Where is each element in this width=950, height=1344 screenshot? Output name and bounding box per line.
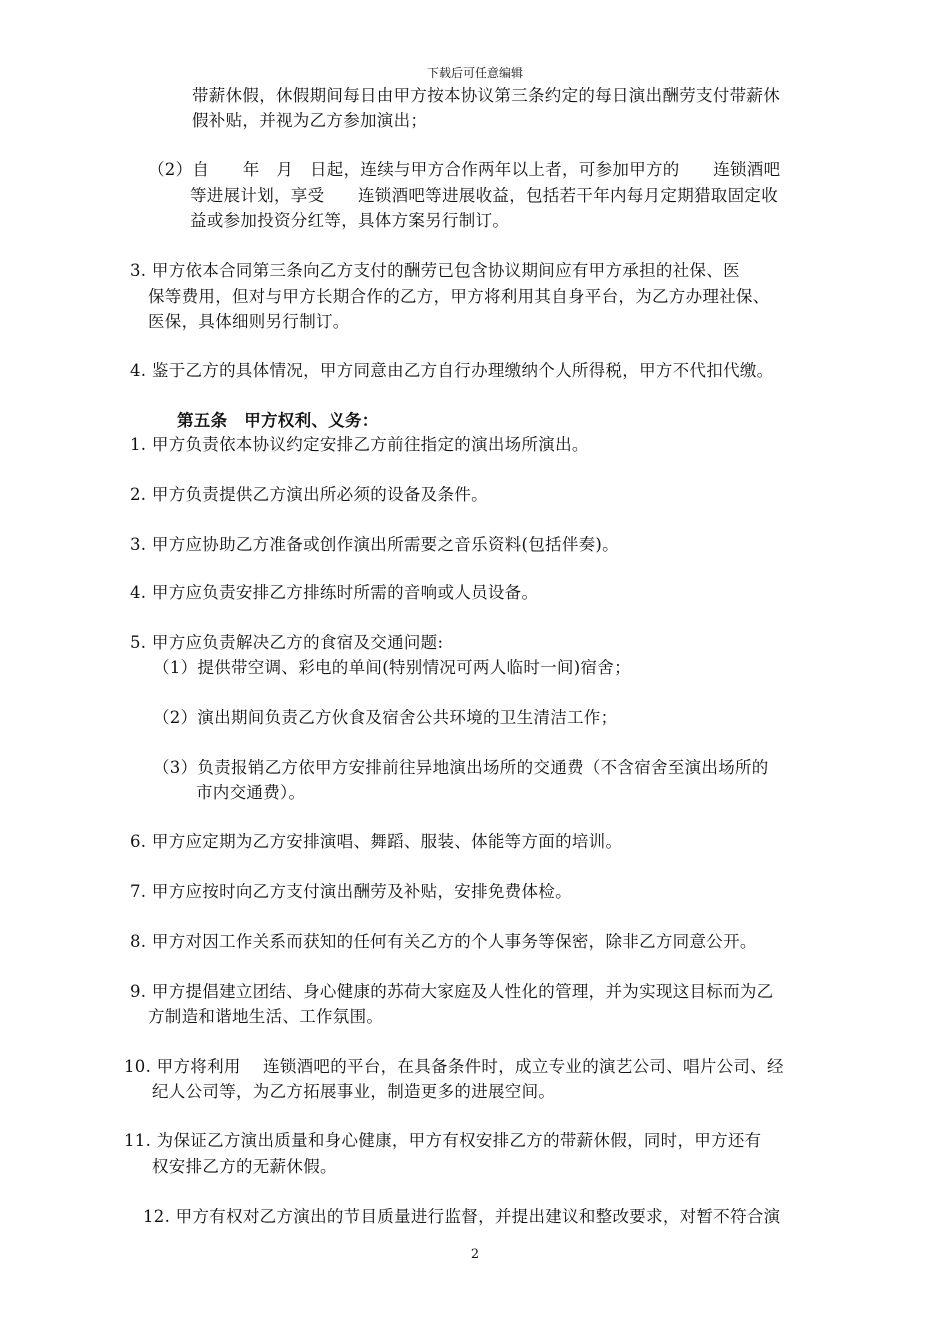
text-line: 带薪休假，休假期间每日由甲方按本协议第三条约定的每日演出酬劳支付带薪休 [192,86,780,105]
text-line: 市内交通费）。 [196,783,306,802]
text-line: 8. 甲方对因工作关系而获知的任何有关乙方的个人事务等保密，除非乙方同意公开。 [130,932,757,951]
text-line: 3. 甲方依本合同第三条向乙方支付的酬劳已包含协议期间应有甲方承担的社保、医 [130,261,740,280]
section-heading: 第五条 甲方权利、义务： [177,411,379,430]
page-number: 2 [470,1247,480,1262]
text-line: 1. 甲方负责依本协议约定安排乙方前往指定的演出场所演出。 [130,435,589,454]
text-line: 纪人公司等，为乙方拓展事业，制造更多的进展空间。 [152,1082,556,1101]
text-line: 12. 甲方有权对乙方演出的节目质量进行监督，并提出建议和整改要求，对暂不符合演 [143,1207,781,1226]
text-line: 11. 为保证乙方演出质量和身心健康，甲方有权安排乙方的带薪休假，同时，甲方还有 [124,1131,762,1150]
text-line: （1）提供带空调、彩电的单间(特别情况可两人临时一间)宿舍； [153,658,631,677]
text-line: 9. 甲方提倡建立团结、身心健康的苏荷大家庭及人性化的管理，并为实现这目标而为乙 [130,982,774,1001]
text-line: 方制造和谐地生活、工作氛围。 [148,1007,384,1026]
text-line: 益或参加投资分红等，具体方案另行制订。 [190,211,510,230]
text-line: 保等费用，但对与甲方长期合作的乙方，甲方将利用其自身平台，为乙方办理社保、 [148,287,770,306]
text-line: 4. 甲方应负责安排乙方排练时所需的音响或人员设备。 [130,583,539,602]
text-line: 4. 鉴于乙方的具体情况，甲方同意由乙方自行办理缴纳个人所得税，甲方不代扣代缴。 [130,361,774,380]
text-line: 权安排乙方的无薪休假。 [152,1157,337,1176]
text-line: 10. 甲方将利用 连锁酒吧的平台，在具备条件时，成立专业的演艺公司、唱片公司、经 [124,1057,784,1076]
text-line: 等进展计划，享受 连锁酒吧等进展收益，包括若干年内每月定期猎取固定收 [190,186,778,205]
text-line: 假补贴，并视为乙方参加演出； [192,111,428,130]
text-line: 3. 甲方应协助乙方准备或创作演出所需要之音乐资料(包括伴奏)。 [130,535,619,554]
text-line: （2）演出期间负责乙方伙食及宿舍公共环境的卫生清洁工作； [153,708,618,727]
text-line: 7. 甲方应按时向乙方支付演出酬劳及补贴，安排免费体检。 [130,882,572,901]
text-line: 6. 甲方应定期为乙方安排演唱、舞蹈、服装、体能等方面的培训。 [130,832,623,851]
text-line: 医保，具体细则另行制订。 [148,312,350,331]
text-line: （2）自 年 月 日起，连续与甲方合作两年以上者，可参加甲方的 连锁酒吧 [148,160,781,179]
text-line: 5. 甲方应负责解决乙方的食宿及交通问题: [130,633,444,652]
text-line: （3）负责报销乙方依甲方安排前往异地演出场所的交通费（不含宿舍至演出场所的 [153,758,769,777]
page-header: 下载后可任意编辑 [426,66,523,80]
text-line: 2. 甲方负责提供乙方演出所必须的设备及条件。 [130,485,488,504]
